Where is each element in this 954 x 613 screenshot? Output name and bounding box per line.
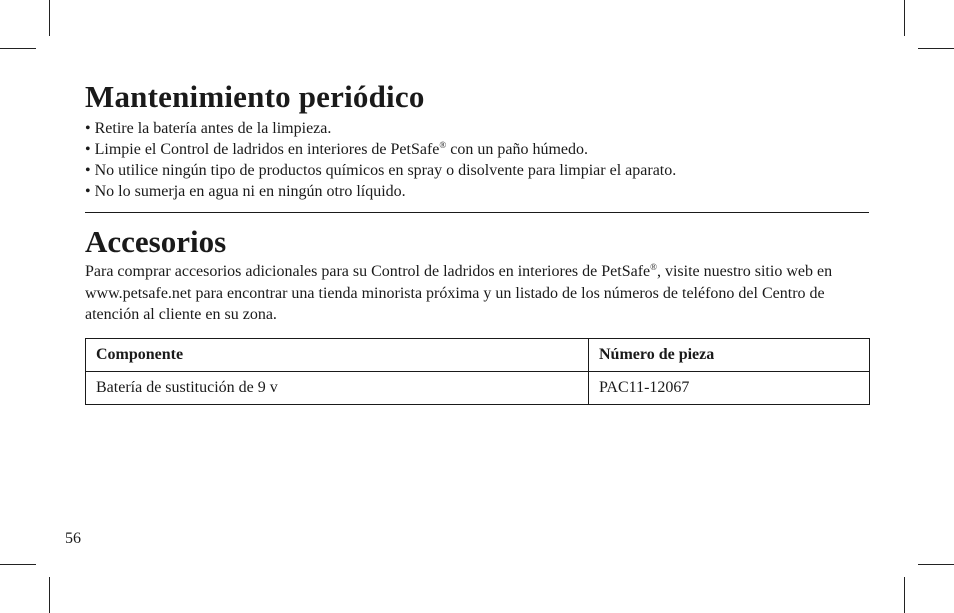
crop-mark-top-right-vertical <box>904 0 905 36</box>
list-item <box>85 160 869 181</box>
crop-mark-top-left-vertical <box>49 0 50 36</box>
list-item <box>85 181 869 202</box>
cell-component: Batería de sustitución de 9 v <box>86 371 589 404</box>
list-item-text: • No lo sumerja en agua ni en ningún otro líquido. <box>85 183 406 200</box>
crop-mark-bottom-left-horizontal <box>0 564 36 565</box>
accessories-text: Para comprar accesorios adicionales para su Control de ladridos en interiores de PetSafe <box>85 263 651 280</box>
section-divider <box>85 212 869 213</box>
crop-mark-bottom-right-horizontal <box>918 564 954 565</box>
list-item-text-after: con un paño húmedo. <box>446 141 588 158</box>
crop-mark-top-left-horizontal <box>0 48 36 49</box>
table-row <box>86 371 870 404</box>
page-number: 56 <box>65 530 81 547</box>
list-item <box>85 118 869 139</box>
crop-mark-bottom-right-vertical <box>904 577 905 613</box>
accessories-paragraph <box>85 261 869 326</box>
page-content <box>85 78 869 405</box>
list-item-text: • No utilice ningún tipo de productos químicos en spray o disolvente para limpiar el aparato. <box>85 162 677 179</box>
accessories-title: Accesorios <box>85 224 227 259</box>
list-item <box>85 139 869 160</box>
column-header-part-number: Número de pieza <box>589 338 870 371</box>
table-header-row <box>86 338 870 371</box>
crop-mark-top-right-horizontal <box>918 48 954 49</box>
maintenance-title: Mantenimiento periódico <box>85 79 425 114</box>
list-item-text: • Limpie el Control de ladridos en interiores de PetSafe <box>85 141 440 158</box>
cell-part-number: PAC11-12067 <box>589 371 870 404</box>
registered-mark: ® <box>650 262 657 272</box>
maintenance-list <box>85 118 869 202</box>
crop-mark-bottom-left-vertical <box>49 577 50 613</box>
list-item-text: • Retire la batería antes de la limpieza. <box>85 120 332 137</box>
column-header-component: Componente <box>86 338 589 371</box>
registered-mark: ® <box>439 140 447 150</box>
parts-table <box>85 338 870 405</box>
accessories-text-after: , visite nuestro sitio web en www.petsafe.net para encontrar una tienda minorista próxima y un listado de los números de teléfono del Centro de atención al cliente en su zona. <box>85 263 833 323</box>
